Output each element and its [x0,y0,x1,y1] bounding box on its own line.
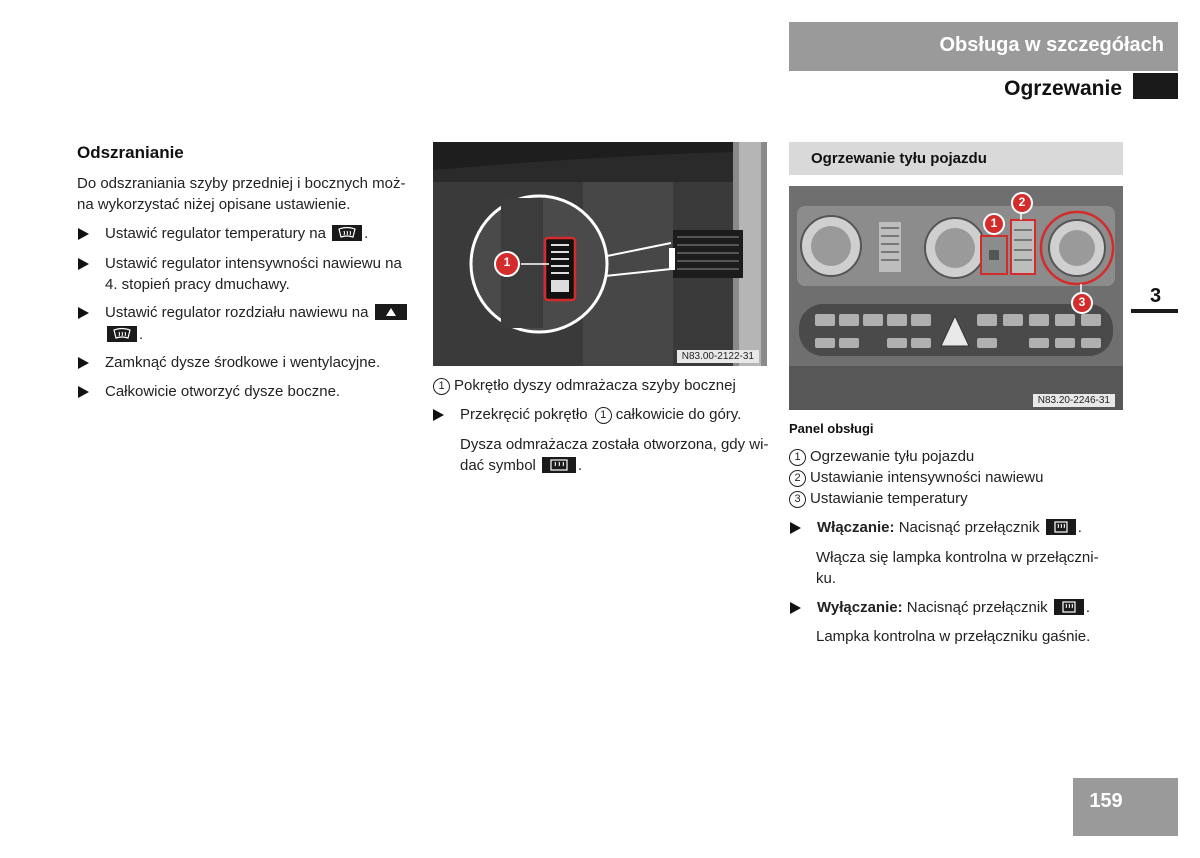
callout-1: 1 [503,255,511,269]
list-item [78,352,418,374]
legend-number: 2 [789,470,806,487]
callout-3: 3 [1078,295,1086,309]
list-item: Ustawić regulator temperatury na . [78,223,418,245]
note-text: dać symbol [460,457,536,474]
list-item [78,381,418,403]
legend-item [789,467,1043,488]
list-item-text: Nacisnąć przełącznik [906,599,1048,616]
list-item-text: Ustawić regulator temperatury na [105,225,326,242]
switch-off-label: Wyłączanie: [817,599,903,616]
list-item-text: Ustawić regulator rozdziału nawiewu na [105,304,369,321]
on-note-line-2: ku. [816,570,837,587]
on-note-line-1: Włącza się lampka kontrolna w przełączni- [816,549,1099,566]
side-window-defrost-icon [542,457,576,473]
list-item-text: całkowicie do góry. [615,406,742,423]
list-item [433,404,773,426]
windshield-defrost-icon [332,225,362,241]
switch-on-label: Włączanie: [817,519,895,536]
note-line-2: dać symbol . [460,457,583,474]
subsection-marker [1133,73,1178,99]
bullet-arrow-icon [78,258,89,270]
control-panel-photo [789,186,1123,410]
defrost-nozzle-photo [433,142,767,366]
bullet-arrow-icon [78,307,89,319]
legend-item [789,446,974,467]
rear-window-heating-icon [1054,599,1084,615]
list-item [78,253,418,297]
callout-1: 1 [990,216,998,230]
legend-item [433,375,736,396]
list-item-text: Zamknąć dysze środkowe i wentylacyjne. [105,354,381,371]
air-distribution-up-icon [375,304,407,320]
intro-line-1: Do odszraniania szyby przedniej i bocznych moż- [77,175,406,192]
list-item-text: Ustawić regulator intensywności nawiewu na [105,255,402,272]
intro-line-2: na wykorzystać niżej opisane ustawienie. [77,196,351,213]
subsection-title: Ogrzewanie [1004,77,1122,100]
rear-heating-title: Ogrzewanie tyłu pojazdu [811,150,987,167]
rear-window-heating-icon [1046,519,1076,535]
photo-code: N83.00-2122-31 [677,350,759,363]
bullet-arrow-icon [790,602,801,614]
list-item-text: Przekręcić pokrętło [460,406,588,423]
photo-code: N83.20-2246-31 [1033,394,1115,407]
bullet-arrow-icon [78,386,89,398]
bullet-arrow-icon [433,409,444,421]
legend-item [789,488,968,509]
chapter-underline [1131,309,1178,313]
section-title: Obsługa w szczegółach [939,34,1164,56]
legend-number: 1 [789,449,806,466]
list-item: Wyłączanie: Nacisnąć przełącznik . [790,597,1130,619]
page-number: 159 [1089,790,1123,812]
heading-defrost: Odszranianie [77,143,184,162]
list-item-text: 4. stopień pracy dmuchawy. [105,276,290,293]
legend-text: Pokrętło dyszy odmrażacza szyby bocznej [454,377,736,394]
legend-number: 3 [789,491,806,508]
off-note: Lampka kontrolna w przełączniku gaśnie. [816,628,1091,645]
list-item: Ustawić regulator rozdziału nawiewu na . [78,302,418,346]
bullet-arrow-icon [790,522,801,534]
callout-2: 2 [1018,195,1026,209]
panel-heading: Panel obsługi [789,421,874,436]
list-item-text: Nacisnąć przełącznik [898,519,1040,536]
legend-text: Ustawianie temperatury [810,490,968,507]
bullet-arrow-icon [78,357,89,369]
bullet-arrow-icon [78,228,89,240]
note-line-1: Dysza odmrażacza została otworzona, gdy wi- [460,436,769,453]
legend-number: 1 [433,378,450,395]
list-item: Włączanie: Nacisnąć przełącznik . [790,517,1130,539]
legend-text: Ustawianie intensywności nawiewu [810,469,1044,486]
step-number: 1 [595,407,612,424]
list-item-text: Całkowicie otworzyć dysze boczne. [105,383,341,400]
legend-text: Ogrzewanie tyłu pojazdu [810,448,975,465]
chapter-number: 3 [1149,285,1162,307]
windshield-defrost-icon [107,326,137,342]
